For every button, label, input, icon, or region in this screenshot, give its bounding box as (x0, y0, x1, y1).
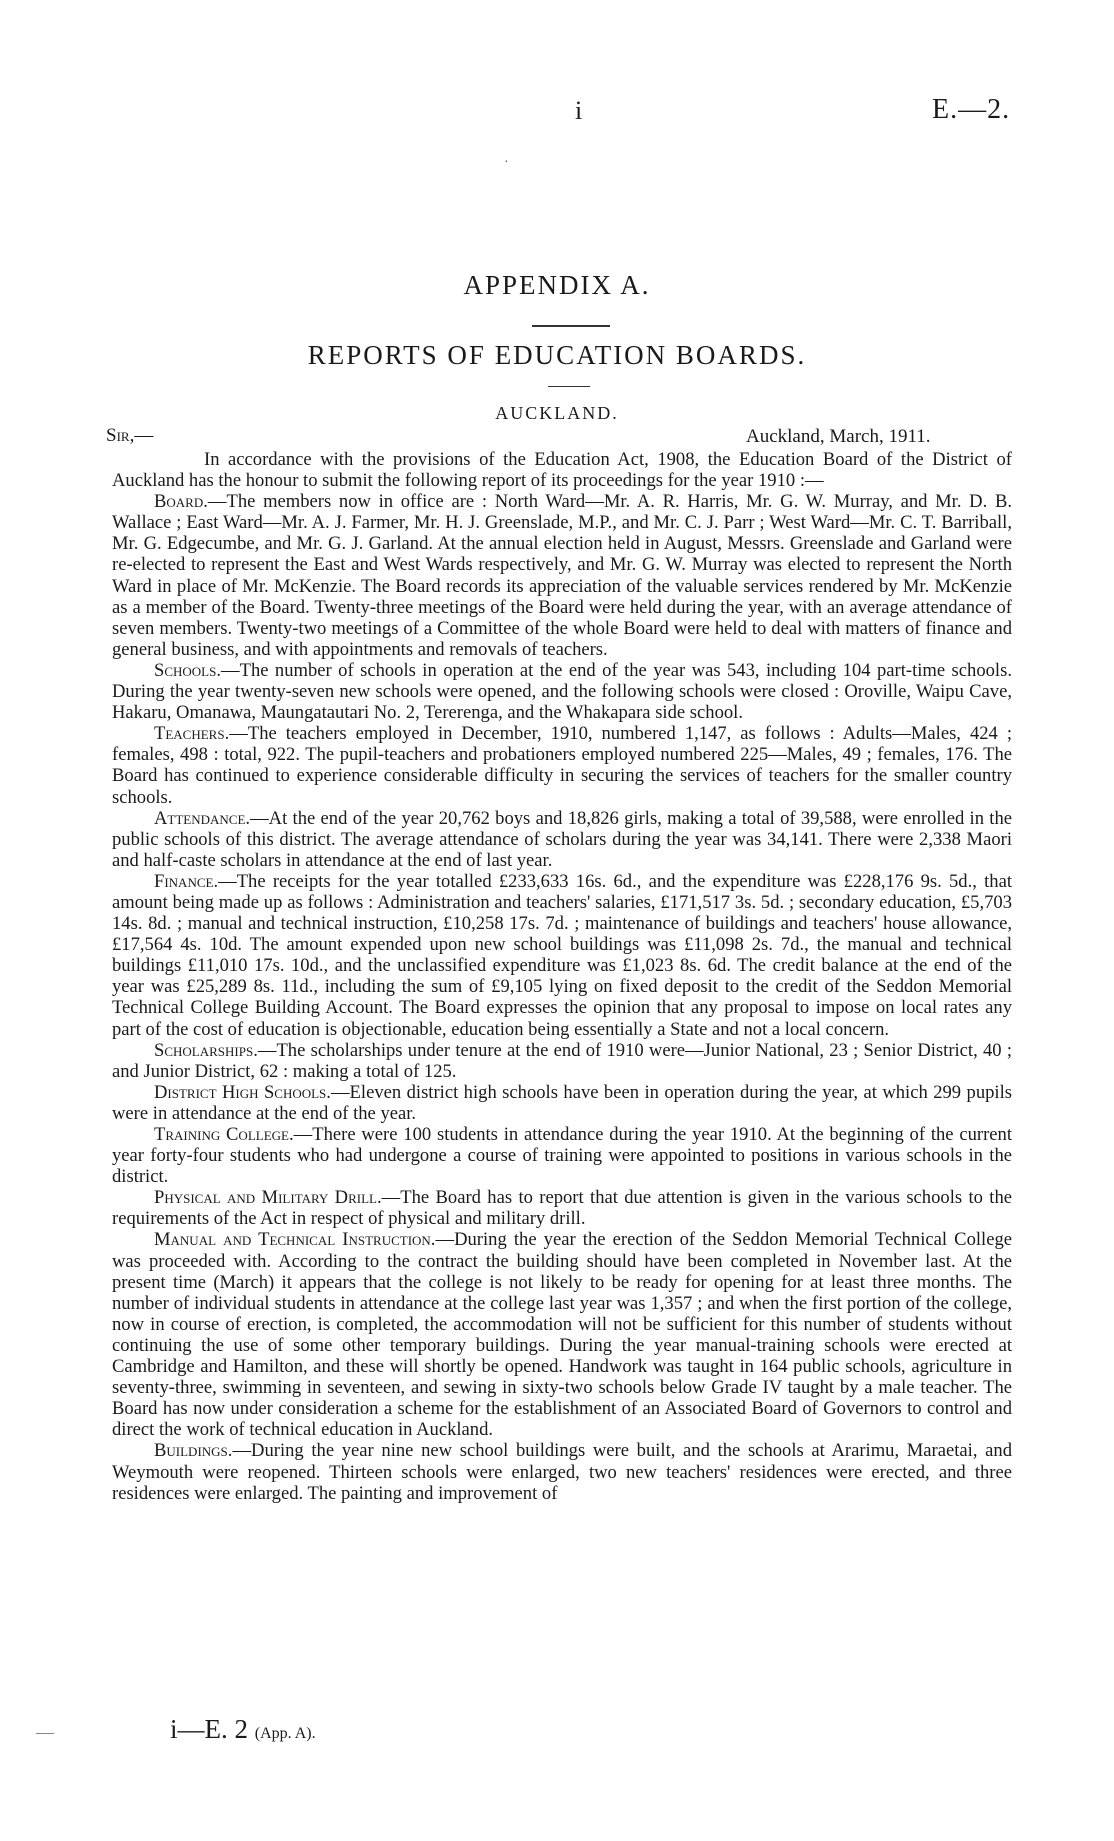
paragraph-physical-military-drill (112, 1187, 1012, 1229)
section-title: REPORTS OF EDUCATION BOARDS. (307, 340, 807, 370)
footer-ref-main: i—E. 2 (170, 1714, 248, 1744)
paragraph-text: —The teachers employed in December, 1910, numbered 1,147, as follows : Adults—Males, 424 ; females, 498 : total, 922. The pupil-teachers and probationers employed numbered 225—Males, 49 ; females, 176. The Board has continued to experience considerable difficulty in securing the services of teachers for the smaller country schools. (112, 723, 1012, 808)
paragraph-text: —The number of schools in operation at the end of the year was 543, including 104 part-time schools. During the year twenty-seven new schools were opened, and the following schools were closed : Oroville, Waipu Cave, Hakaru, Omanawa, Maungatautari No. 2, Tererenga, and the Whakapara side school. (112, 659, 1012, 724)
title-divider (532, 325, 610, 327)
paragraph-schools (112, 660, 1012, 723)
paragraph-text: —The Board has to report that due attention is given in the various schools to the requirements of the Act in respect of physical and military drill. (112, 1187, 1012, 1230)
paragraph-heading: Buildings. (154, 1440, 233, 1462)
paragraph-heading: Physical and Military Drill. (154, 1187, 382, 1209)
report-body (112, 449, 1012, 1504)
paragraph-finance (112, 871, 1012, 1040)
appendix-title: APPENDIX A. (463, 270, 651, 300)
dateline: Auckland, March, 1911. (746, 426, 931, 447)
paragraph-heading: Training College. (154, 1124, 294, 1145)
paragraph-training-college (112, 1124, 1012, 1187)
paragraph-heading: Board. (154, 491, 208, 513)
section-divider (548, 386, 590, 387)
paragraph-text: —The scholarships under tenure at the end of 1910 were—Junior National, 23 ; Senior District, 40 ; and Junior District, 62 : making a total of 125. (112, 1039, 1012, 1082)
paragraph-text: —During the year the erection of the Seddon Memorial Technical College was proceeded with. According to the contract the building should have been completed in November last. At the present time (March) it appears that the college is not likely to be ready for opening for at least three months. The number of individual students in attendance at the college last year was 1,357 ; and when the first portion of the college, now in course of erection, is completed, the accommodation will not be sufficient for this number of students without continuing the use of some other temporary buildings. During the year manual-training schools were erected at Cambridge and Hamilton, and these will shortly be opened. Handwork was taught in 164 public schools, agriculture in seventy-three, swimming in seventeen, and sewing in sixty-two schools below Grade IV taught by a male teacher. The Board has now under consideration a scheme for the establishment of an Associated Board of Governors to control and direct the work of technical education in Auckland. (112, 1229, 1013, 1441)
footer-reference (170, 1714, 316, 1745)
paragraph-attendance (112, 808, 1012, 871)
print-speck: · (504, 155, 509, 170)
paragraph-text: —Eleven district high schools have been in operation during the year, at which 299 pupils were in attendance at the end of the year. (112, 1081, 1012, 1124)
paragraph-heading: Scholarships. (154, 1039, 258, 1061)
paragraph-teachers (112, 723, 1012, 807)
paragraph-scholarships (112, 1040, 1012, 1082)
paragraph-text: —The members now in office are : North Ward—Mr. A. R. Harris, Mr. G. W. Murray, and Mr. D. B. Wallace ; East Ward—Mr. A. J. Farmer, Mr. H. J. Greenslade, M.P., and Mr. C. J. Parr ; West Ward—Mr. C. T. Barriball, Mr. G. Edgecumbe, and Mr. G. J. Garland. At the annual election held in August, Messrs. Greenslade and Garland were re-elected to represent the East and West Wards respectively, and Mr. G. W. Murray was elected to represent the North Ward in place of Mr. McKenzie. The Board records its appreciation of the valuable services rendered by Mr. McKenzie as a member of the Board. Twenty-three meetings of the Board were held during the year, with an average attendance of seven members. Twenty-two meetings of a Committee of the whole Board were held to deal with matters of finance and general business, and with appointments and removals of teachers. (112, 491, 1012, 660)
paragraph-buildings (112, 1440, 1012, 1503)
salutation: Sir,— (106, 425, 154, 446)
paragraph-text: —At the end of the year 20,762 boys and 18,826 girls, making a total of 39,588, were enrolled in the public schools of this district. The average attendance of scholars during the year was 34,141. There were 2,338 Maori and half-caste scholars in attendance at the end of last year. (112, 807, 1012, 871)
paragraph-text: —During the year nine new school buildings were built, and the schools at Ararimu, Maraetai, and Weymouth were reopened. Thirteen schools were enlarged, two new teachers' residences were erected, and three residences were enlarged. The painting and improvement of (112, 1440, 1012, 1504)
paragraph-board (112, 491, 1012, 660)
paragraph-heading: Teachers. (154, 723, 230, 745)
paragraph-manual-technical-instruction (112, 1229, 1012, 1440)
paragraph-text: —The receipts for the year totalled £233,633 16s. 6d., and the expenditure was £228,176 9s. 5d., that amount being made up as follows : Administration and teachers' salaries, £171,517 3s. 5d. ; secondary education, £5,703 14s. 8d. ; manual and technical instruction, £10,258 17s. 7d. ; maintenance of buildings and teachers' house allowance, £17,564 4s. 10d. The amount expended upon new school buildings was £11,098 2s. 7d., the manual and technical buildings £11,010 17s. 10d., and the unclassified expenditure was £1,023 8s. 6d. The credit balance at the end of the year was £25,289 8s. 11d., including the sum of £9,105 lying on fixed deposit to the credit of the Seddon Memorial Technical College Building Account. The Board expresses the opinion that any proposal to impose on local rates any part of the cost of education is objectionable, education being essentially a State and not a local concern. (112, 870, 1012, 1040)
paragraph-heading: Schools. (154, 659, 221, 681)
intro-paragraph: In accordance with the provisions of the Education Act, 1908, the Education Board of the District of Auckland has the honour to submit the following report of its proceedings for the year 1910 :— (112, 449, 1012, 492)
paragraph-heading: Finance. (154, 870, 219, 892)
page-number: i (575, 96, 583, 125)
board-name: AUCKLAND. (495, 403, 619, 423)
paragraph-district-high-schools (112, 1082, 1012, 1124)
paragraph-heading: Manual and Technical Instruction. (154, 1229, 436, 1251)
margin-mark (36, 1733, 54, 1734)
paragraph-heading: District High Schools. (154, 1081, 331, 1103)
footer-ref-note: (App. A). (254, 1725, 316, 1742)
document-reference: E.—2. (932, 94, 1011, 125)
paragraph-heading: Attendance. (154, 807, 251, 829)
paragraph-text: —There were 100 students in attendance during the year 1910. At the beginning of the current year forty-four students who had undergone a course of training were appointed to positions in various schools in the district. (112, 1124, 1012, 1188)
